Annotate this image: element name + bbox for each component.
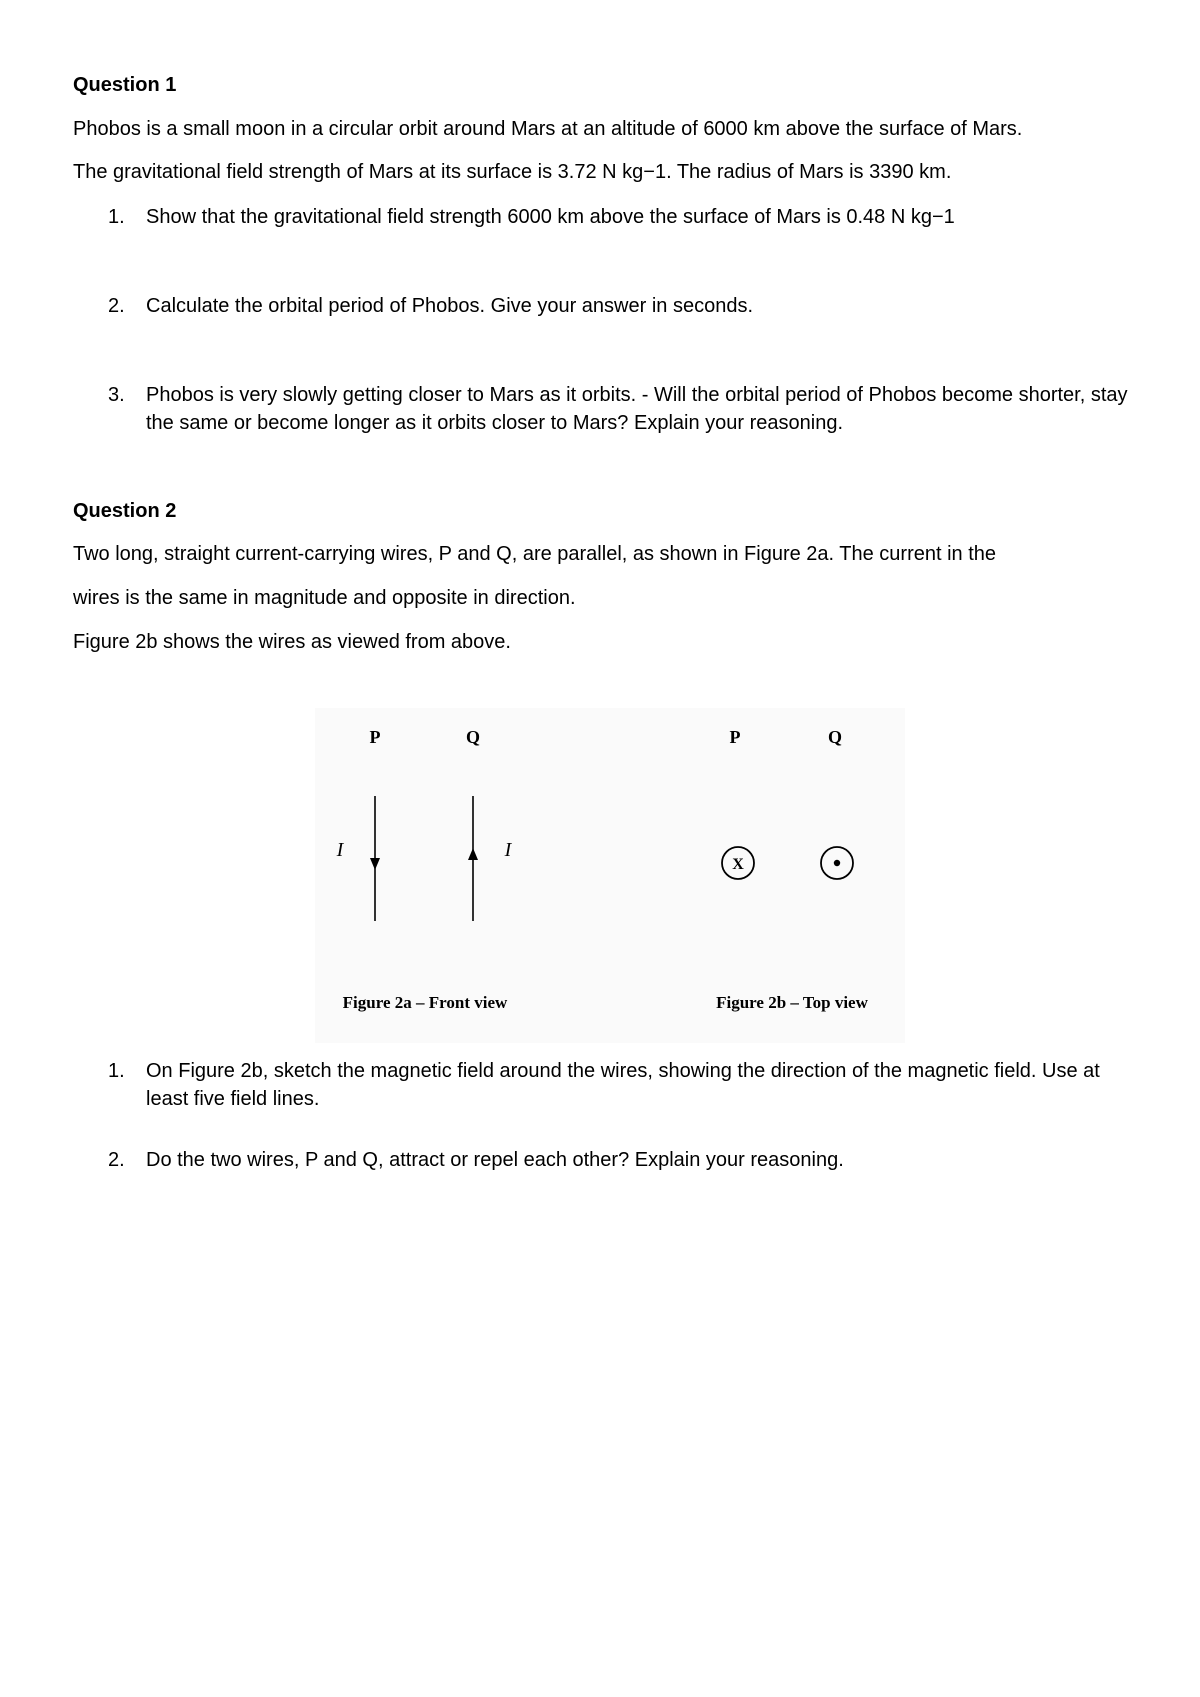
current-label-left: I (336, 839, 344, 861)
item-text: Calculate the orbital period of Phobos. Give your answer in seconds. (146, 295, 754, 317)
item-text: Show that the gravitational field strength 6000 km above the surface of Mars is 0.48 N kg−1 (146, 206, 955, 228)
current-label-right: I (504, 839, 512, 861)
item-number: 2. (108, 295, 125, 317)
item-number: 1. (108, 1060, 125, 1082)
item-text: On Figure 2b, sketch the magnetic field around the wires, showing the direction of the magnetic field. Use at least five field lines. (146, 1060, 1100, 1110)
figure-2a-label-q: Q (465, 727, 481, 747)
question-1-intro-line-2: The gravitational field strength of Mars at its surface is 3.72 N kg−1. The radius of Mars is 3390 km. (73, 161, 952, 183)
figure-2a-label-p: P (369, 727, 381, 747)
figure-2b-label-p: P (729, 727, 741, 747)
question-2-intro-line-1: Two long, straight current-carrying wires, P and Q, are parallel, as shown in Figure 2a. The current in the (73, 543, 997, 565)
current-down-arrow-icon (370, 858, 380, 870)
figure-2b-caption: Figure 2b – Top view (716, 993, 868, 1012)
question-2-intro-line-2: wires is the same in magnitude and opposite in direction. (73, 587, 576, 609)
figure-2a-caption: Figure 2a – Front view (342, 993, 508, 1012)
figure-2-svg (315, 708, 905, 1043)
into-page-symbol: X (732, 856, 744, 873)
item-text: Phobos is very slowly getting closer to Mars as it orbits. - Will the orbital period of Phobos become shorter, stay the same or become longer as it orbits closer to Mars? Explain your reasoning. (146, 384, 1128, 434)
question-1-intro-line-1: Phobos is a small moon in a circular orbit around Mars at an altitude of 6000 km above the surface of Mars. (73, 118, 1023, 140)
item-number: 3. (108, 384, 125, 406)
question-2-intro-line-3: Figure 2b shows the wires as viewed from above. (73, 631, 511, 653)
item-number: 2. (108, 1149, 125, 1171)
question-1-heading: Question 1 (73, 74, 177, 96)
item-number: 1. (108, 206, 125, 228)
item-text: Do the two wires, P and Q, attract or repel each other? Explain your reasoning. (146, 1149, 844, 1171)
figure-2b-label-q: Q (827, 727, 843, 747)
figure-2-wires (315, 708, 905, 1043)
out-of-page-dot-icon (834, 860, 840, 866)
current-up-arrow-icon (468, 848, 478, 860)
question-2-heading: Question 2 (73, 500, 177, 522)
